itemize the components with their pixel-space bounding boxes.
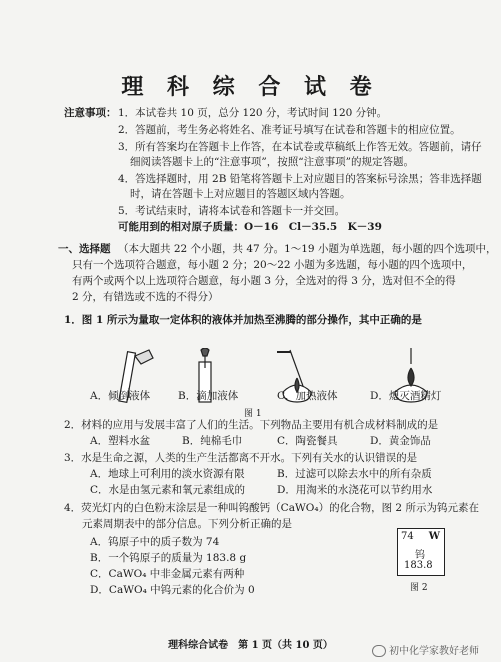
notice-item: 细阅读答题卡上的“注意事项”，按照“注意事项”的规定答题。 bbox=[130, 156, 414, 168]
section-heading: 一、选择题 bbox=[58, 243, 111, 255]
atomic-number: 74 bbox=[401, 531, 414, 542]
notice-item: 4．答选择题时，用 2B 铅笔将答题卡上对应题目的答案标号涂黑；答非选择题 bbox=[118, 173, 482, 185]
notice-label: 注意事项： bbox=[64, 107, 117, 119]
q3-option-b: B．过滤可以除去水中的所有杂质 bbox=[277, 468, 432, 480]
q1-option-b: B．滴加液体 bbox=[178, 390, 239, 402]
atomic-mass: 183.8 bbox=[404, 560, 433, 571]
q3-option-d: D．用淘米的水浇花可以节约用水 bbox=[277, 484, 433, 496]
watermark-text: 初中化学家教好老师 bbox=[389, 646, 479, 657]
q2-option-c: C．陶瓷餐具 bbox=[277, 435, 338, 447]
q4-option-b: B．一个钨原子的质量为 183.8 g bbox=[90, 552, 247, 564]
q1-option-a: A．倾倒液体 bbox=[90, 390, 151, 402]
figure-1-label: 图 1 bbox=[244, 409, 262, 419]
notice-item: 2．答题前，考生务必将姓名、准考证号填写在试卷和答题卡的相应位置。 bbox=[118, 124, 461, 136]
q2-option-a: A．塑料水盆 bbox=[90, 435, 151, 447]
tungsten-element-cell bbox=[397, 528, 445, 576]
atomic-mass-note: 可能用到的相对原子质量：O－16 Cl－35.5 K－39 bbox=[118, 221, 382, 233]
notice-item: 3．所有答案均在答题卡上作答，在本试卷或草稿纸上作答无效。答题前，请仔 bbox=[118, 141, 482, 153]
q3-option-a: A．地球上可利用的淡水资源有限 bbox=[90, 468, 245, 480]
q2-option-d: D．黄金饰品 bbox=[370, 435, 431, 447]
section-instruction: 2 分，有错选或不选的不得分） bbox=[72, 291, 219, 303]
q2-option-b: B．纯棉毛巾 bbox=[182, 435, 243, 447]
notice-item: 5．考试结束时，请将本试卷和答题卡一并交回。 bbox=[118, 205, 346, 217]
q4-option-a: A．钨原子中的质子数为 74 bbox=[90, 536, 220, 548]
section-instruction: （本大题共 22 个小题，共 47 分。1～19 小题为单选题，每小题的四个选项中， bbox=[118, 243, 497, 255]
page-footer: 理科综合试卷 第 1 页（共 10 页） bbox=[168, 640, 333, 651]
page-title: 理 科 综 合 试 卷 bbox=[121, 74, 380, 100]
element-symbol: W bbox=[428, 531, 440, 542]
q1-option-c: C．加热液体 bbox=[277, 390, 338, 402]
notice-item: 时，请在答题卡上对应题目的答题区域内答题。 bbox=[130, 188, 351, 200]
q3-option-c: C．水是由氢元素和氧元素组成的 bbox=[90, 484, 246, 496]
element-name: 钨 bbox=[415, 550, 425, 561]
q4-option-d: D．CaWO₄ 中钨元素的化合价为 0 bbox=[90, 584, 255, 596]
figure-2-label: 图 2 bbox=[410, 583, 428, 593]
notice-item: 1．本试卷共 10 页，总分 120 分，考试时间 120 分钟。 bbox=[118, 107, 388, 119]
q1-option-d: D．熄灭酒精灯 bbox=[370, 390, 442, 402]
question-stem: 2．材料的应用与发展丰富了人们的生活。下列物品主要用有机合成材料制成的是 bbox=[64, 419, 439, 431]
q4-option-c: C．CaWO₄ 中非金属元素有两种 bbox=[90, 568, 245, 580]
question-stem: 3．水是生命之源，人类的生产生活都离不开水。下列有关水的认识错误的是 bbox=[64, 452, 418, 464]
question-stem-continued: 元素周期表中的部分信息。下列分析正确的是 bbox=[82, 518, 292, 530]
question-stem: 4．荧光灯内的白色粉末涂层是一种叫钨酸钙（CaWO₄）的化合物，图 2 所示为钨元素在 bbox=[64, 502, 479, 514]
question-stem: 1．图 1 所示为量取一定体积的液体并加热至沸腾的部分操作，其中正确的是 bbox=[64, 314, 422, 326]
section-instruction: 有两个或两个以上选项符合题意，每小题 3 分，全选对的得 3 分，选对但不全的得 bbox=[72, 275, 456, 287]
watermark bbox=[372, 642, 479, 657]
wechat-icon bbox=[372, 645, 386, 657]
section-instruction: 只有一个选项符合题意，每小题 2 分；20～22 小题为多选题，每小题的四个选项中， bbox=[72, 259, 473, 271]
